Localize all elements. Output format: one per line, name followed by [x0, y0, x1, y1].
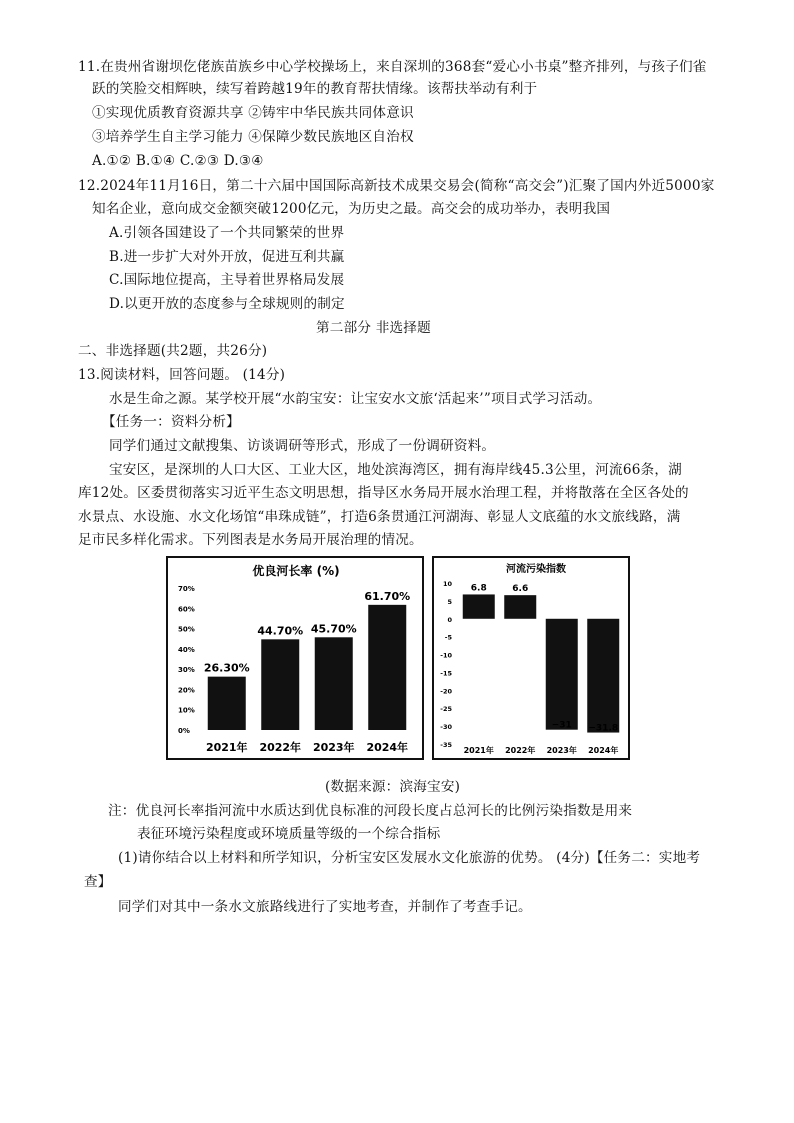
y-tick-label: -5	[444, 633, 452, 642]
y-tick-label: 0%	[178, 727, 190, 735]
x-tick-label: 2021年	[463, 746, 494, 755]
note-line1: 注：优良河长率指河流中水质达到优良标准的河段长度占总河长的比例污染指数是用来	[108, 803, 633, 819]
bar	[546, 619, 578, 730]
q12-option-a: A.引领各国建设了一个共同繁荣的世界	[109, 225, 345, 241]
y-tick-label: 0	[447, 615, 452, 624]
q11-stem-line2: 跃的笑脸交相辉映，续写着跨越19年的教育帮扶情缘。该帮扶举动有利于	[92, 81, 538, 97]
note-line2: 表征环境污染程度或环境质量等级的一个综合指标	[137, 826, 441, 842]
chart-title: 河流污染指数	[506, 564, 566, 575]
q11-options-row1: ①实现优质教育资源共享 ②铸牢中华民族共同体意识	[92, 105, 414, 121]
q12-stem-line2: 知名企业，意向成交金额突破1200亿元，为历史之最。高交会的成功举办，表明我国	[92, 201, 611, 217]
q13-para2-line1: 宝安区，是深圳的人口大区、工业大区，地处滨海湾区，拥有海岸线45.3公里，河流66条，湖	[109, 462, 682, 478]
x-tick-label: 2023年	[546, 746, 577, 755]
bar	[504, 595, 536, 619]
y-tick-label: -15	[440, 669, 452, 678]
chart-good-river-rate	[166, 556, 424, 760]
part2-title: 第二部分 非选择题	[316, 320, 431, 336]
data-label: 44.70%	[257, 624, 304, 638]
q13-heading: 13.阅读材料，回答问题。 (14分)	[78, 367, 286, 383]
y-tick-label: 10	[442, 580, 452, 588]
q13-intro: 水是生命之源。某学校开展“水韵宝安：让宝安水文旅‘活起来’”项目式学习活动。	[109, 391, 602, 407]
q11-options-row2: ③培养学生自主学习能力 ④保障少数民族地区自治权	[92, 129, 414, 145]
bar	[368, 605, 406, 730]
y-tick-label: -20	[440, 687, 452, 696]
chart-title: 优良河长率 (%)	[252, 564, 340, 578]
y-tick-label: -35	[440, 741, 452, 749]
y-tick-label: -10	[440, 651, 452, 660]
y-tick-label: 5	[447, 597, 452, 606]
section-heading: 二、非选择题(共2题，共26分)	[78, 343, 268, 359]
q12-option-b: B.进一步扩大对外开放，促进互利共赢	[109, 249, 345, 265]
x-tick-label: 2022年	[259, 741, 302, 754]
q13-task1-label: 【任务一：资料分析】	[102, 414, 240, 430]
q13-para1: 同学们通过文献搜集、访谈调研等形式，形成了一份调研资料。	[109, 438, 496, 454]
q11-choices: A.①② B.①④ C.②③ D.③④	[92, 153, 264, 169]
y-tick-label: -25	[440, 705, 452, 714]
data-label: 6.8	[470, 583, 487, 594]
data-label: −31	[551, 720, 572, 731]
x-tick-label: 2021年	[205, 741, 248, 754]
y-tick-label: 30%	[178, 666, 195, 675]
q13-sub1: (1)请你结合以上材料和所学知识，分析宝安区发展水文化旅游的优势。 (4分)【任务二：实地考	[118, 850, 701, 866]
y-tick-label: 70%	[178, 585, 195, 593]
q12-stem-line1: 12.2024年11月16日，第二十六届中国国际高新技术成果交易会(简称“高交会”)汇聚了国内外近5000家	[78, 178, 715, 194]
chart-river-pollution-index	[432, 556, 630, 760]
y-tick-label: 50%	[178, 625, 195, 634]
bar	[208, 677, 246, 730]
y-tick-label: 20%	[178, 686, 195, 695]
x-tick-label: 2023年	[312, 741, 355, 754]
bar	[587, 619, 619, 733]
q13-task2-tail: 查】	[84, 874, 112, 890]
data-label: 45.70%	[310, 622, 357, 636]
chart-good-river-rate-svg	[168, 558, 422, 758]
y-tick-label: 10%	[178, 706, 195, 715]
q13-para2-line4: 足市民多样化需求。下列图表是水务局开展治理的情况。	[78, 532, 423, 548]
data-source: (数据来源：滨海宝安)	[325, 779, 461, 795]
data-label: −31.8	[588, 723, 619, 734]
data-label: 61.70%	[364, 589, 411, 603]
y-tick-label: 60%	[178, 605, 195, 614]
data-label: 26.30%	[203, 661, 250, 675]
x-tick-label: 2024年	[588, 746, 619, 755]
bar	[463, 594, 495, 618]
q13-para2-line3: 水景点、水设施、水文化场馆“串珠成链”，打造6条贯通江河湖海、彰显人文底蕴的水文旅线路，满	[78, 509, 681, 525]
q12-option-d: D.以更开放的态度参与全球规则的制定	[109, 296, 345, 312]
x-tick-label: 2022年	[505, 746, 536, 755]
q13-para3: 同学们对其中一条水文旅路线进行了实地考查，并制作了考查手记。	[118, 899, 532, 915]
y-tick-label: 40%	[178, 645, 195, 654]
data-label: 6.6	[512, 584, 529, 595]
bar	[261, 639, 299, 730]
chart-river-pollution-index-svg	[434, 558, 628, 758]
q12-option-c: C.国际地位提高，主导着世界格局发展	[109, 272, 345, 288]
q11-stem-line1: 11.在贵州省谢坝仡佬族苗族乡中心学校操场上，来自深圳的368套“爱心小书桌”整齐排列，与孩子们雀	[78, 59, 707, 75]
x-tick-label: 2024年	[366, 741, 409, 754]
y-tick-label: -30	[440, 723, 452, 732]
bar	[315, 637, 353, 730]
q13-para2-line2: 库12处。区委贯彻落实习近平生态文明思想，指导区水务局开展水治理工程，并将散落在全区各处的	[78, 485, 689, 501]
